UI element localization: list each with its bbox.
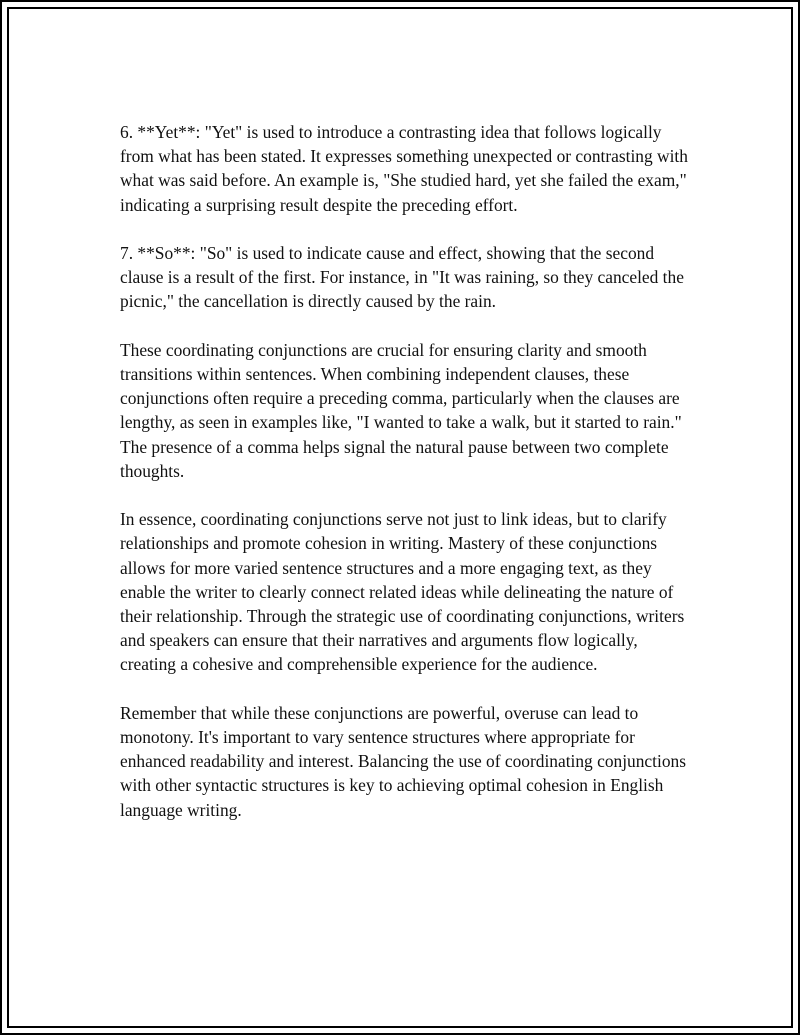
- paragraph-essence: In essence, coordinating conjunctions serve not just to link ideas, but to clarify relationships and promote cohesion in writing. Mastery of these conjunctions allows for more varied sentence structures and a more engaging text, as they enable the writer to clearly connect related ideas while delineating the nature of their relationship. Through the strategic use of coordinating conjunctions, writers and speakers can ensure that their narratives and arguments flow logically, creating a cohesive and comprehensible experience for the audience.: [120, 509, 685, 675]
- paragraph-yet: 6. **Yet**: "Yet" is used to introduce a contrasting idea that follows logically from what has been stated. It expresses something unexpected or contrasting with what was said before. An example is, "She studied hard, yet she failed the exam," indicating a surprising result despite the preceding effort.: [120, 122, 688, 215]
- paragraph-so: 7. **So**: "So" is used to indicate cause and effect, showing that the second clause is a result of the first. For instance, in "It was raining, so they canceled the picnic," the cancellation is directly caused by the rain.: [120, 243, 684, 312]
- paragraph-overuse: Remember that while these conjunctions are powerful, overuse can lead to monotony. It's important to vary sentence structures where appropriate for enhanced readability and interest. Balancing the use of coordinating conjunctions with other syntactic structures is key to achieving optimal cohesion in English language writing.: [120, 702, 686, 820]
- document-body: [120, 120, 692, 846]
- paragraph-comma-usage: These coordinating conjunctions are crucial for ensuring clarity and smooth transitions within sentences. When combining independent clauses, these conjunctions often require a preceding comma, particularly when the clauses are lengthy, as seen in examples like, "I wanted to take a walk, but it started to rain." The presence of a comma helps signal the natural pause between two complete thoughts.: [120, 339, 682, 481]
